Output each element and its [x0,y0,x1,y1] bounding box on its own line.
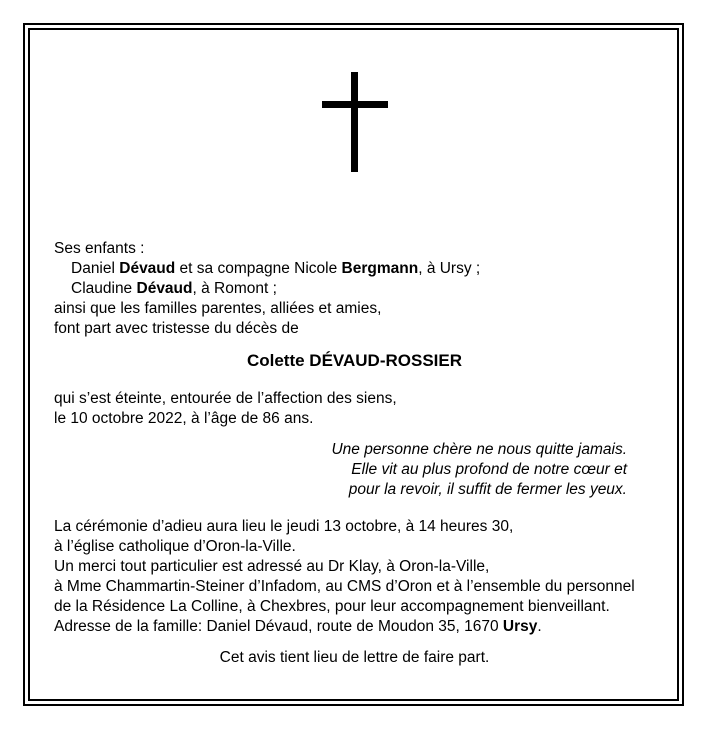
child-2-line [54,279,480,299]
death-line-2: le 10 octobre 2022, à l’âge de 86 ans. [54,410,314,427]
verse-line-2: Elle vit au plus profond de notre cœur et [351,461,627,478]
death-block [54,389,397,429]
child-1-line [54,259,480,279]
verse-block [331,440,627,500]
ceremony-line-2: à l’église catholique d’Oron-la-Ville. [54,538,296,555]
thanks-line-3: de la Résidence La Colline, à Chexbres, pour leur accompagnement bienveillant. [54,598,610,615]
closing-line: Cet avis tient lieu de lettre de faire part. [219,649,490,666]
address-text: Adresse de la famille: Daniel Dévaud, route de Moudon 35, 1670 [54,618,503,635]
death-line-1: qui s’est éteinte, entourée de l’affection des siens, [54,390,397,407]
family-block [54,239,480,339]
cross-icon [322,72,388,172]
child-2-first-name: Claudine [71,280,137,297]
child-1-partner-intro: et sa compagne Nicole [175,260,342,277]
child-1-first-name: Daniel [71,260,120,277]
thanks-line-2: à Mme Chammartin-Steiner d’Infadom, au CMS d’Oron et à l’ensemble du personnel [54,578,635,595]
address-period: . [537,618,542,635]
ceremony-line-1: La cérémonie d’adieu aura lieu le jeudi 13 octobre, à 14 heures 30, [54,518,514,535]
relatives-line: ainsi que les familles parentes, alliées et amies, [54,300,382,317]
verse-line-1: Une personne chère ne nous quitte jamais. [331,441,627,458]
child-2-location: , à Romont ; [192,280,277,297]
cross-horizontal-bar [322,101,388,108]
family-address [54,617,635,637]
verse-line-3: pour la revoir, il suffit de fermer les yeux. [348,481,627,498]
child-1-location: , à Ursy ; [418,260,481,277]
ceremony-block [54,517,635,637]
child-1-partner-last-name: Bergmann [341,260,419,277]
family-intro: Ses enfants : [54,240,145,257]
thanks-line-1: Un merci tout particulier est adressé au Dr Klay, à Oron-la-Ville, [54,558,490,575]
cross-vertical-bar [351,72,358,172]
deceased-name: Colette DÉVAUD-ROSSIER [246,351,463,370]
announce-line: font part avec tristesse du décès de [54,320,299,337]
child-2-last-name: Dévaud [136,280,193,297]
child-1-last-name: Dévaud [119,260,176,277]
address-town: Ursy [502,618,538,635]
